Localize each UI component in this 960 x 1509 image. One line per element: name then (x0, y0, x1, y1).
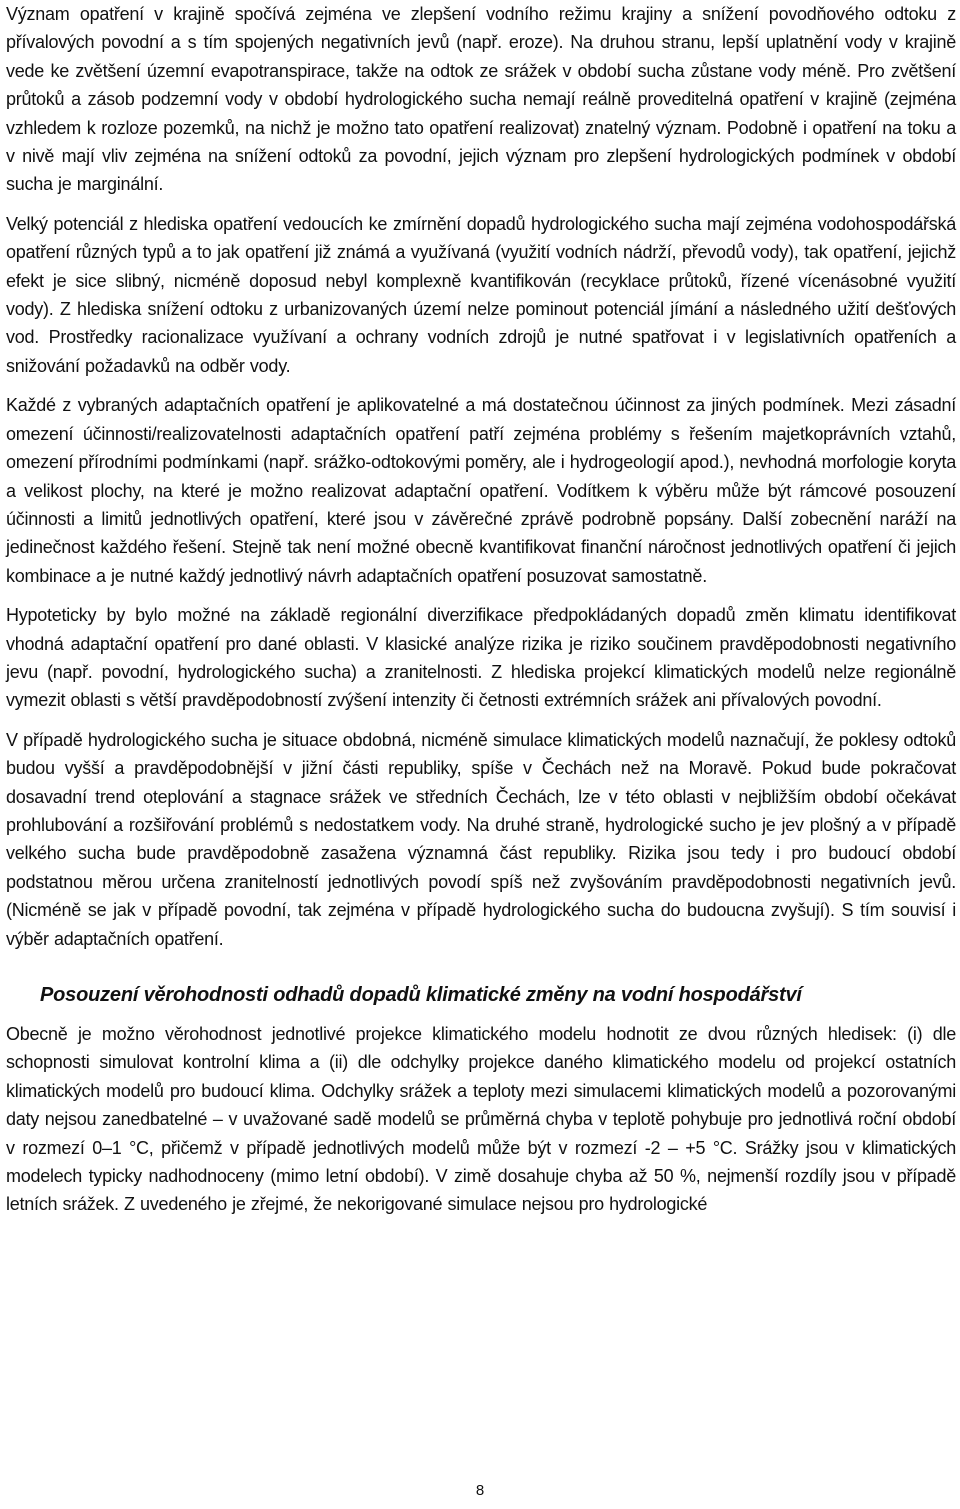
body-paragraph: Velký potenciál z hlediska opatření vedoucích ke zmírnění dopadů hydrologického sucha mají zejména vodohospodářská opatření různých typů a to jak opatření již známá a využívaná (využití vodních nádrží, převodů vody), tak opatření, jejichž efekt je sice slibný, nicméně doposud nebyl komplexně kvantifikován (recyklace průtoků, řízené vícenásobné využití vody). Z hlediska snížení odtoku z urbanizovaných území nelze pominout potenciál jímání a následného užití dešťových vod. Prostředky racionalizace využívaní a ochrany vodních zdrojů je nutné spatřovat i v legislativních opatřeních a snižování požadavků na odběr vody. (6, 213, 956, 376)
section-heading: Posouzení věrohodnosti odhadů dopadů klimatické změny na vodní hospodářství (40, 984, 802, 1006)
section-paragraph: Obecně je možno věrohodnost jednotlivé projekce klimatického modelu hodnotit ze dvou různých hledisek: (i) dle schopnosti simulovat kontrolní klima a (ii) dle odchylky projekce daného klimatického modelu od projekcí ostatních klimatických modelů pro budoucí klima. Odchylky srážek a teploty mezi simulacemi klimatických modelů a pozorovanými daty nejsou zanedbatelné – v uvažované sadě modelů se průměrná chyba v teplotě pohybuje pro jednotlivá roční období v rozmezí 0–1 °C, přičemž v případě jednotlivých modelů může být v rozmezí -2 – +5 °C. Srážky jsou v klimatických modelech typicky nadhodnoceny (mimo letní období). V zimě dosahuje chyba až 50 %, nejmenší rozdíly jsou v případě letních srážek. Z uvedeného je zřejmé, že nekorigované simulace nejsou pro hydrologické (6, 1024, 956, 1215)
body-paragraph: Každé z vybraných adaptačních opatření je aplikovatelné a má dostatečnou účinnost za jiných podmínek. Mezi zásadní omezení účinnosti/realizovatelnosti adaptačních opatření patří zejména problémy s řešením majetkoprávních vztahů, omezení přírodními podmínkami (např. srážko-odtokovými poměry, ale i hydrogeologií apod.), nevhodná morfologie koryta a velikost plochy, na které je možno realizovat adaptační opatření. Vodítkem k výběru může být rámcové posouzení účinnosti a limitů jednotlivých opatření, které jsou v závěrečné zprávě podrobně popsány. Další zobecnění naráží na jedinečnost každého řešení. Stejně tak není možné obecně kvantifikovat finanční náročnost jednotlivých opatření či jejich kombinace a je nutné každý jednotlivý návrh adaptačních opatření posuzovat samostatně. (6, 395, 956, 586)
body-paragraph: Hypoteticky by bylo možné na základě regionální diverzifikace předpokládaných dopadů změn klimatu identifikovat vhodná adaptační opatření pro dané oblasti. V klasické analýze rizika je riziko součinem pravděpodobnosti negativního jevu (např. povodní, hydrologického sucha) a zranitelnosti. Z hlediska projekcí klimatických modelů nelze regionálně vymezit oblasti s větší pravděpodobností zvýšení intenzity či četnosti extrémních srážek ani přívalových povodní. (6, 605, 956, 711)
body-paragraph: Význam opatření v krajině spočívá zejména ve zlepšení vodního režimu krajiny a snížení povodňového odtoku z přívalových povodní a s tím spojených negativních jevů (např. eroze). Na druhou stranu, lepší uplatnění vody v krajině vede ke zvětšení územní evapotranspirace, takže na odtok ze srážek v období sucha zůstane vody méně. Pro zvětšení průtoků a zásob podzemní vody v období hydrologického sucha nemají reálně proveditelná opatření v krajině (zejména vzhledem k rozloze pozemků, na nichž je možno tato opatření realizovat) znatelný význam. Podobně i opatření na toku a v nivě mají vliv zejména na snížení odtoků za povodní, jejich význam pro zlepšení hydrologických podmínek v období sucha je marginální. (6, 4, 956, 195)
body-paragraph: V případě hydrologického sucha je situace obdobná, nicméně simulace klimatických modelů naznačují, že poklesy odtoků budou vyšší a pravděpodobnější v jižní části republiky, spíše v Čechách než na Moravě. Pokud bude pokračovat dosavadní trend oteplování a stagnace srážek ve středních Čechách, lze v této oblasti v nejbližším období očekávat prohlubování a rozšiřování problémů s nedostatkem vody. Na druhé straně, hydrologické sucho je jev plošný a v případě velkého sucha bude pravděpodobně zasažena významná část republiky. Rizika jsou tedy i pro budoucí období podstatnou měrou určena zranitelností jednotlivých povodí spíš než zvyšováním pravděpodobnosti negativních jevů. (Nicméně se jak v případě povodní, tak zejména v případě hydrologického sucha do budoucna zvyšují). S tím souvisí i výběr adaptačních opatření. (6, 729, 956, 949)
page-number: 8 (475, 1482, 485, 1499)
document-page (6, 0, 956, 1219)
